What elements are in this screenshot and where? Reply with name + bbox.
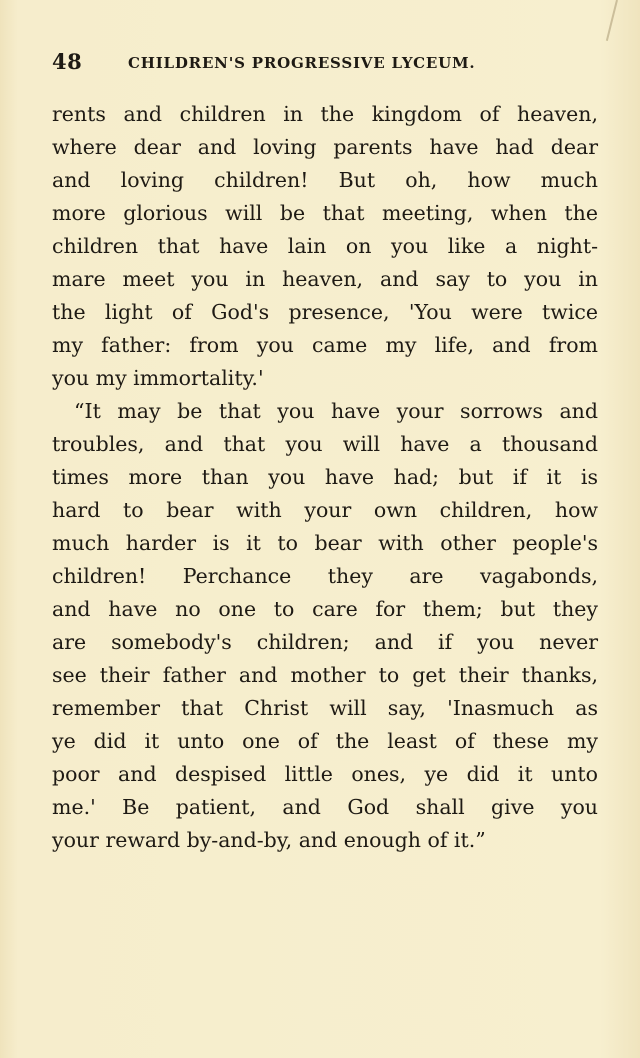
text-line: where dear and loving parents have had dear <box>52 135 598 159</box>
text-line: poor and despised little ones, ye did it unto <box>52 762 598 786</box>
text-line: remember that Christ will say, 'Inasmuch as <box>52 696 598 720</box>
text-line: my father: from you came my life, and from <box>52 333 598 357</box>
text-line: and loving children! But oh, how much <box>52 168 598 192</box>
text-line: children that have lain on you like a night- <box>52 234 598 258</box>
text-line: troubles, and that you will have a thousand <box>52 432 598 456</box>
text-line: mare meet you in heaven, and say to you in <box>52 267 598 291</box>
text-line: see their father and mother to get their thanks, <box>52 663 598 687</box>
text-line: much harder is it to bear with other people's <box>52 531 598 555</box>
text-line: your reward by-and-by, and enough of it.” <box>52 828 486 852</box>
text-line: ye did it unto one of the least of these my <box>52 729 598 753</box>
text-line: times more than you have had; but if it is <box>52 465 598 489</box>
text-line: and have no one to care for them; but they <box>52 597 598 621</box>
running-head: CHILDREN'S PROGRESSIVE LYCEUM. <box>128 54 476 72</box>
text-line: the light of God's presence, 'You were twice <box>52 300 598 324</box>
text-line: rents and children in the kingdom of heaven, <box>52 102 598 126</box>
text-line: me.' Be patient, and God shall give you <box>52 795 598 819</box>
page-edge-mark <box>606 0 618 41</box>
text-line: more glorious will be that meeting, when the <box>52 201 598 225</box>
body-text <box>52 98 598 857</box>
text-line: are somebody's children; and if you never <box>52 630 598 654</box>
text-line: children! Perchance they are vagabonds, <box>52 564 598 588</box>
text-line: hard to bear with your own children, how <box>52 498 598 522</box>
text-line: you my immortality.' <box>52 366 264 390</box>
text-line: “It may be that you have your sorrows and <box>74 399 598 423</box>
page-header <box>52 44 532 80</box>
page-number: 48 <box>52 49 83 74</box>
